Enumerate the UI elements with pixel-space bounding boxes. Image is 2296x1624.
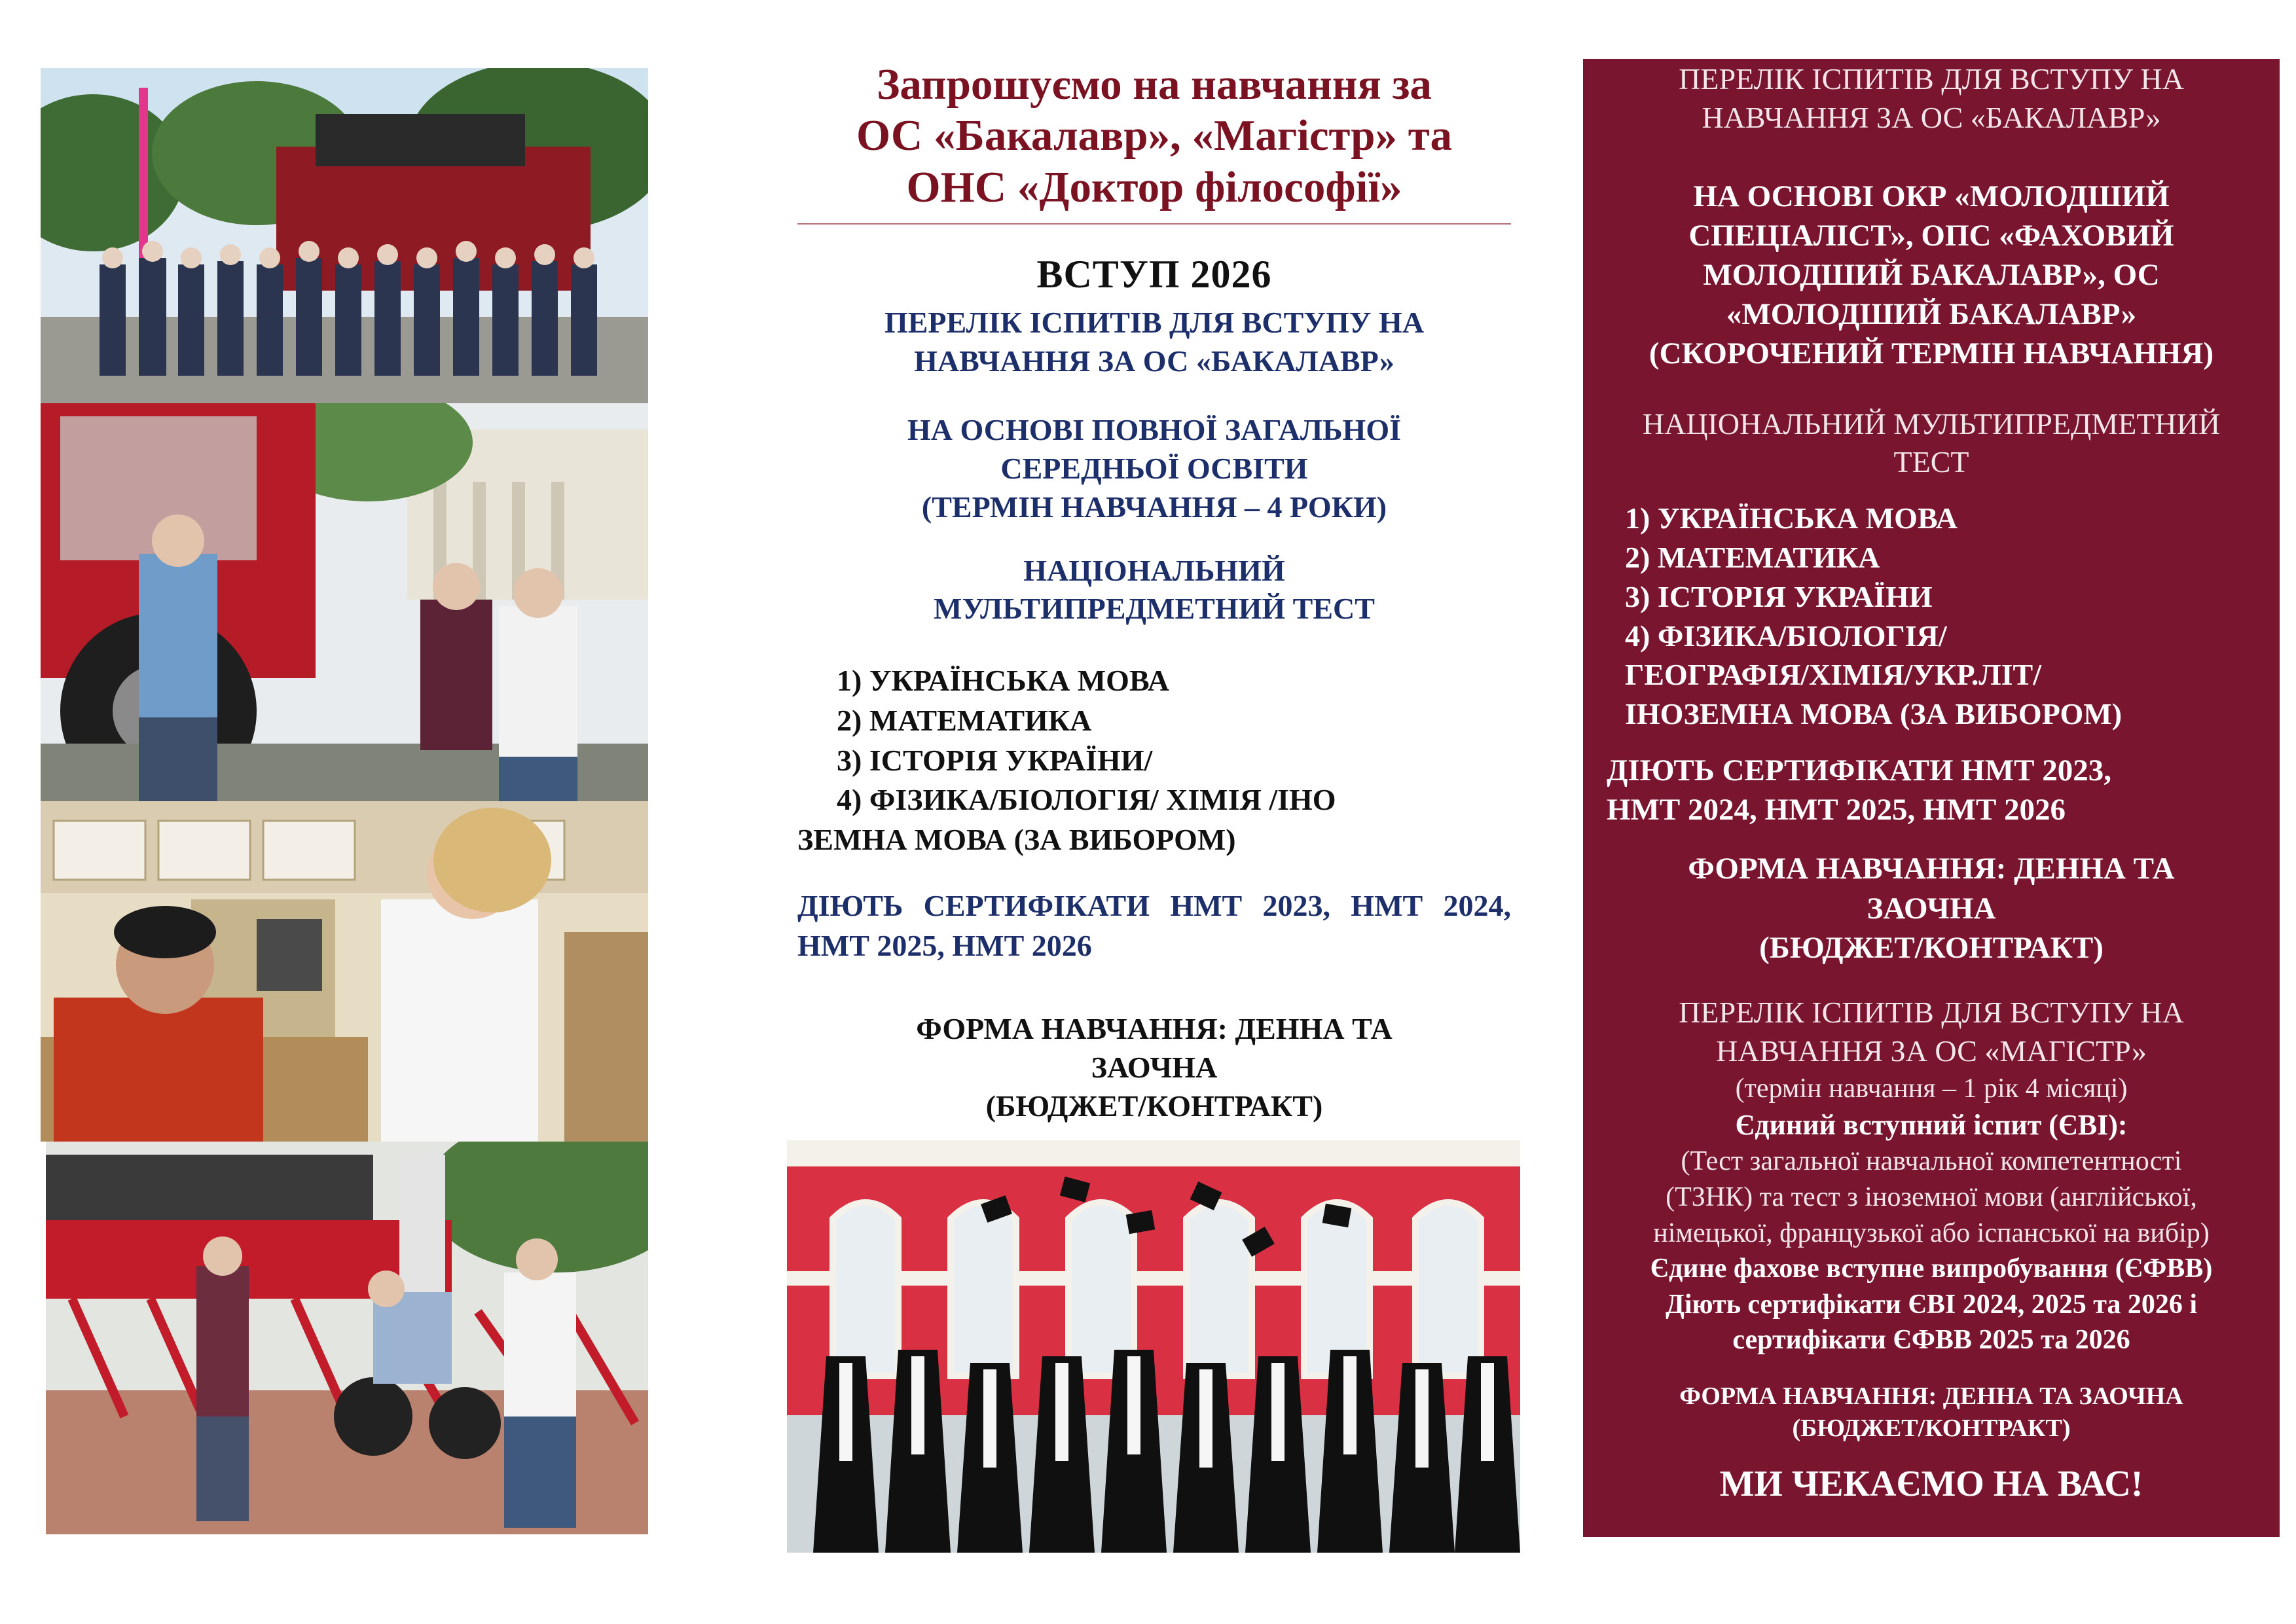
panel-evi-certificates	[1596, 1287, 2267, 1358]
center-column	[797, 59, 1511, 1126]
panel-evi-desc-line-3: німецької, французької або іспанської на вибір)	[1653, 1218, 2210, 1248]
panel-form-line-2: ЗАОЧНА	[1867, 891, 1996, 926]
nmt-heading	[797, 552, 1511, 629]
panel-master-study-form	[1596, 1380, 2267, 1445]
study-form-note	[797, 1010, 1511, 1126]
panel-evi-description	[1596, 1144, 2267, 1251]
panel-bachelor-heading	[1596, 60, 2267, 137]
panel-subject-list	[1596, 499, 2267, 734]
panel-master-term: (термін навчання – 1 рік 4 місяці)	[1735, 1073, 2128, 1104]
full-secondary-basis	[797, 411, 1511, 527]
panel-form-line-1: ФОРМА НАВЧАННЯ: ДЕННА ТА	[1688, 852, 2175, 886]
panel-basis-line-5: (СКОРОЧЕНИЙ ТЕРМІН НАВЧАННЯ)	[1649, 336, 2214, 371]
panel-m-form-line-2: (БЮДЖЕТ/КОНТРАКТ)	[1792, 1415, 2071, 1443]
subject-item: 4) ФІЗИКА/БІОЛОГІЯ/	[1625, 619, 1947, 653]
panel-cert-line-1: ДІЮТЬ СЕРТИФІКАТИ НМТ 2023,	[1607, 753, 2112, 788]
panel-nmt-certificates	[1596, 751, 2267, 829]
title-line-1: Запрошуємо на навчання за	[877, 60, 1432, 109]
admission-year-heading: ВСТУП 2026	[1036, 253, 1272, 297]
panel-study-form	[1596, 849, 2267, 967]
graduates-photo	[787, 1140, 1520, 1553]
nmt-certificates-note: ДІЮТЬ СЕРТИФІКАТИ НМТ 2023, НМТ 2024, НМТ 2025, НМТ 2026	[797, 888, 1511, 962]
panel-bachelor-heading-line-1: ПЕРЕЛІК ІСПИТІВ ДЛЯ ВСТУПУ НА	[1679, 62, 2184, 96]
basis-line-1: НА ОСНОВІ ПОВНОЇ ЗАГАЛЬНОЇ	[907, 412, 1402, 446]
nmt-heading-line-2: МУЛЬТИПРЕДМЕТНИЙ ТЕСТ	[934, 592, 1375, 626]
bachelor-exams-heading-line-2: НАВЧАННЯ ЗА ОС «БАКАЛАВР»	[914, 344, 1394, 378]
panel-basis-line-2: СПЕЦІАЛІСТ», ОПС «ФАХОВИЙ	[1688, 218, 2174, 253]
panel-basis-line-1: НА ОСНОВІ ОКР «МОЛОДШИЙ	[1693, 179, 2170, 213]
subject-item: 2) МАТЕМАТИКА	[1625, 541, 1880, 575]
panel-nmt-line-2: ТЕСТ	[1893, 445, 1969, 479]
panel-evi-cert-line-1: Діють сертифікати ЄВІ 2024, 2025 та 2026 і	[1665, 1289, 2198, 1320]
nmt-subject-list	[797, 661, 1511, 860]
right-info-panel	[1583, 59, 2280, 1537]
panel-basis-line-4: «МОЛОДШИЙ БАКАЛАВР»	[1726, 297, 2137, 332]
subject-item-continued: ІНОЗЕМНА МОВА (ЗА ВИБОРОМ)	[1625, 697, 2123, 731]
photo-icon	[787, 1140, 1520, 1553]
panel-master-line-2: НАВЧАННЯ ЗА ОС «МАГІСТР»	[1716, 1034, 2147, 1068]
panel-master-heading	[1596, 994, 2267, 1071]
title-divider	[797, 223, 1511, 225]
title-line-2: ОС «Бакалавр», «Магістр» та	[856, 111, 1453, 160]
photo-icon	[41, 68, 648, 403]
panel-basis-line-3: МОЛОДШИЙ БАКАЛАВР», ОС	[1703, 258, 2160, 293]
panel-nmt-heading	[1596, 405, 2267, 482]
panel-junior-basis	[1596, 177, 2267, 374]
panel-evi-desc-line-2: (ТЗНК) та тест з іноземної мови (англійської,	[1666, 1182, 2197, 1212]
panel-form-line-3: (БЮДЖЕТ/КОНТРАКТ)	[1759, 930, 2104, 965]
panel-evi-heading: Єдиний вступний іспит (ЄВІ):	[1735, 1109, 2128, 1142]
seeder-machine-photo	[46, 1142, 648, 1534]
panel-evi-cert-line-2: сертифікати ЄФВВ 2025 та 2026	[1732, 1325, 2130, 1356]
study-form-line-2: ЗАОЧНА	[1091, 1051, 1218, 1085]
subject-item: 3) ІСТОРІЯ УКРАЇНИ/	[837, 743, 1153, 777]
panel-bachelor-heading-line-2: НАВЧАННЯ ЗА ОС «БАКАЛАВР»	[1702, 100, 2161, 134]
bachelor-exams-heading-line-1: ПЕРЕЛІК ІСПИТІВ ДЛЯ ВСТУПУ НА	[884, 306, 1425, 340]
panel-m-form-line-1: ФОРМА НАВЧАННЯ: ДЕННА ТА ЗАОЧНА	[1679, 1382, 2183, 1410]
subject-item: 2) МАТЕМАТИКА	[837, 703, 1092, 737]
study-form-line-3: (БЮДЖЕТ/КОНТРАКТ)	[985, 1089, 1323, 1123]
study-form-line-1: ФОРМА НАВЧАННЯ: ДЕННА ТА	[916, 1012, 1393, 1046]
panel-nmt-line-1: НАЦІОНАЛЬНИЙ МУЛЬТИПРЕДМЕТНИЙ	[1642, 406, 2221, 441]
photo-icon	[46, 1142, 648, 1534]
bachelor-exams-heading	[797, 304, 1511, 381]
tractor-demo-photo	[41, 403, 648, 801]
exhibition-group-photo	[41, 68, 648, 403]
panel-efvv: Єдине фахове вступне випробування (ЄФВВ)	[1650, 1254, 2213, 1284]
subject-item: 4) ФІЗИКА/БІОЛОГІЯ/ ХІМІЯ /ІНО	[837, 783, 1336, 817]
subject-item-continued: ГЕОГРАФІЯ/ХІМІЯ/УКР.ЛІТ/	[1625, 658, 2041, 692]
subject-item: 1) УКРАЇНСЬКА МОВА	[837, 664, 1169, 698]
closing-message: МИ ЧЕКАЄМО НА ВАС!	[1719, 1463, 2143, 1504]
subject-item: 3) ІСТОРІЯ УКРАЇНИ	[1625, 579, 1933, 613]
subject-item-continued: ЗЕМНА МОВА (ЗА ВИБОРОМ)	[797, 823, 1236, 857]
panel-evi-desc-line-1: (Тест загальної навчальної компетентності	[1681, 1146, 2182, 1177]
title-line-3: ОНС «Доктор філософії»	[906, 162, 1402, 211]
basis-line-3: (ТЕРМІН НАВЧАННЯ – 4 РОКИ)	[921, 490, 1387, 524]
panel-cert-line-2: НМТ 2024, НМТ 2025, НМТ 2026	[1607, 793, 2066, 827]
subject-item: 1) УКРАЇНСЬКА МОВА	[1625, 501, 1958, 535]
nmt-heading-line-1: НАЦІОНАЛЬНИЙ	[1023, 553, 1285, 587]
page-title	[797, 59, 1511, 213]
basis-line-2: СЕРЕДНЬОЇ ОСВІТИ	[1000, 451, 1308, 485]
lab-class-photo	[41, 801, 648, 1142]
panel-master-line-1: ПЕРЕЛІК ІСПИТІВ ДЛЯ ВСТУПУ НА	[1679, 995, 2184, 1029]
photo-icon	[41, 801, 648, 1142]
photo-icon	[41, 403, 648, 801]
